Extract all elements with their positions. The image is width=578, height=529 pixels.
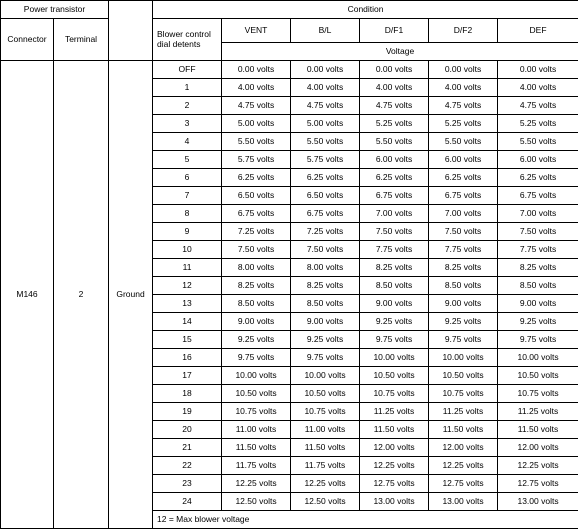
voltage-cell: 10.75 volts xyxy=(360,385,429,403)
voltage-cell: 12.25 volts xyxy=(498,457,578,475)
detent-cell: 15 xyxy=(153,331,222,349)
mode-header-bl: B/L xyxy=(291,19,360,43)
voltage-cell: 9.00 volts xyxy=(222,313,291,331)
voltage-cell: 5.50 volts xyxy=(291,133,360,151)
detent-cell: 23 xyxy=(153,475,222,493)
detent-cell: 22 xyxy=(153,457,222,475)
detent-cell: 2 xyxy=(153,97,222,115)
voltage-cell: 10.50 volts xyxy=(291,385,360,403)
voltage-cell: 11.75 volts xyxy=(291,457,360,475)
voltage-cell: 4.75 volts xyxy=(498,97,578,115)
voltage-cell: 9.25 volts xyxy=(429,313,498,331)
voltage-cell: 7.75 volts xyxy=(429,241,498,259)
voltage-cell: 5.75 volts xyxy=(222,151,291,169)
voltage-cell: 6.75 volts xyxy=(360,187,429,205)
voltage-cell: 7.75 volts xyxy=(360,241,429,259)
voltage-cell: 5.50 volts xyxy=(498,133,578,151)
voltage-cell: 7.00 volts xyxy=(429,205,498,223)
voltage-cell: 8.50 volts xyxy=(360,277,429,295)
voltage-cell: 11.75 volts xyxy=(222,457,291,475)
voltage-cell: 9.00 volts xyxy=(498,295,578,313)
mode-header-vent: VENT xyxy=(222,19,291,43)
detent-cell: 20 xyxy=(153,421,222,439)
voltage-cell: 4.00 volts xyxy=(360,79,429,97)
connector-cell: M146 xyxy=(1,61,54,529)
voltage-cell: 11.25 volts xyxy=(429,403,498,421)
voltage-cell: 10.75 volts xyxy=(498,385,578,403)
voltage-cell: 5.75 volts xyxy=(291,151,360,169)
voltage-cell: 8.25 volts xyxy=(498,259,578,277)
voltage-cell: 5.50 volts xyxy=(222,133,291,151)
power-transistor-header: Power transistor xyxy=(1,1,109,19)
voltage-cell: 8.00 volts xyxy=(291,259,360,277)
detent-cell: 17 xyxy=(153,367,222,385)
voltage-cell: 8.50 volts xyxy=(222,295,291,313)
voltage-cell: 11.25 volts xyxy=(360,403,429,421)
voltage-cell: 0.00 volts xyxy=(291,61,360,79)
voltage-cell: 5.00 volts xyxy=(291,115,360,133)
voltage-cell: 6.25 volts xyxy=(291,169,360,187)
voltage-cell: 10.75 volts xyxy=(222,403,291,421)
voltage-cell: 8.25 volts xyxy=(222,277,291,295)
voltage-cell: 6.75 volts xyxy=(222,205,291,223)
voltage-cell: 10.75 volts xyxy=(291,403,360,421)
voltage-cell: 4.00 volts xyxy=(291,79,360,97)
voltage-cell: 4.75 volts xyxy=(360,97,429,115)
detent-cell: 10 xyxy=(153,241,222,259)
detent-cell: 14 xyxy=(153,313,222,331)
condition-header: Condition xyxy=(153,1,578,19)
voltage-cell: 7.75 volts xyxy=(498,241,578,259)
voltage-cell: 0.00 volts xyxy=(498,61,578,79)
voltage-cell: 10.50 volts xyxy=(429,367,498,385)
voltage-cell: 13.00 volts xyxy=(498,493,578,511)
voltage-cell: 12.25 volts xyxy=(360,457,429,475)
voltage-cell: 12.25 volts xyxy=(222,475,291,493)
voltage-cell: 7.00 volts xyxy=(360,205,429,223)
voltage-cell: 8.50 volts xyxy=(498,277,578,295)
voltage-cell: 9.25 volts xyxy=(360,313,429,331)
voltage-cell: 12.25 volts xyxy=(291,475,360,493)
voltage-cell: 6.25 volts xyxy=(222,169,291,187)
voltage-cell: 4.00 volts xyxy=(222,79,291,97)
voltage-cell: 6.00 volts xyxy=(360,151,429,169)
voltage-cell: 4.00 volts xyxy=(498,79,578,97)
voltage-cell: 6.75 volts xyxy=(291,205,360,223)
detent-cell: 12 xyxy=(153,277,222,295)
voltage-cell: 9.00 volts xyxy=(291,313,360,331)
voltage-cell: 12.75 volts xyxy=(429,475,498,493)
detent-cell: 16 xyxy=(153,349,222,367)
detent-cell: 8 xyxy=(153,205,222,223)
voltage-cell: 8.25 volts xyxy=(360,259,429,277)
voltage-cell: 9.75 volts xyxy=(291,349,360,367)
voltage-cell: 5.25 volts xyxy=(360,115,429,133)
voltage-cell: 11.50 volts xyxy=(360,421,429,439)
voltage-cell: 0.00 volts xyxy=(360,61,429,79)
blank-header-cell xyxy=(109,1,153,61)
blower-detents-header: Blower control dial detents xyxy=(153,19,222,61)
voltage-cell: 6.25 volts xyxy=(360,169,429,187)
voltage-cell: 9.75 volts xyxy=(429,331,498,349)
voltage-header: Voltage xyxy=(222,43,578,61)
voltage-cell: 8.25 volts xyxy=(429,259,498,277)
voltage-cell: 7.25 volts xyxy=(291,223,360,241)
voltage-cell: 10.00 volts xyxy=(429,349,498,367)
voltage-cell: 7.00 volts xyxy=(498,205,578,223)
detent-cell: 4 xyxy=(153,133,222,151)
detent-cell: OFF xyxy=(153,61,222,79)
voltage-cell: 9.00 volts xyxy=(429,295,498,313)
voltage-cell: 13.00 volts xyxy=(429,493,498,511)
voltage-cell: 10.00 volts xyxy=(222,367,291,385)
voltage-cell: 10.00 volts xyxy=(498,349,578,367)
voltage-cell: 5.25 volts xyxy=(498,115,578,133)
voltage-cell: 6.75 volts xyxy=(429,187,498,205)
voltage-cell: 10.50 volts xyxy=(360,367,429,385)
detent-cell: 6 xyxy=(153,169,222,187)
voltage-cell: 8.50 volts xyxy=(429,277,498,295)
voltage-cell: 0.00 volts xyxy=(429,61,498,79)
footnote: 12 = Max blower voltage xyxy=(153,511,578,529)
detent-cell: 11 xyxy=(153,259,222,277)
detent-cell: 5 xyxy=(153,151,222,169)
voltage-cell: 11.00 volts xyxy=(222,421,291,439)
voltage-cell: 6.50 volts xyxy=(291,187,360,205)
voltage-cell: 9.00 volts xyxy=(360,295,429,313)
voltage-cell: 7.50 volts xyxy=(360,223,429,241)
mode-header-df2: D/F2 xyxy=(429,19,498,43)
voltage-cell: 9.75 volts xyxy=(222,349,291,367)
voltage-cell: 4.00 volts xyxy=(429,79,498,97)
voltage-cell: 10.00 volts xyxy=(291,367,360,385)
connector-header: Connector xyxy=(1,19,54,61)
voltage-cell: 9.75 volts xyxy=(498,331,578,349)
voltage-cell: 11.50 volts xyxy=(498,421,578,439)
voltage-cell: 12.25 volts xyxy=(429,457,498,475)
voltage-cell: 9.25 volts xyxy=(291,331,360,349)
terminal-cell: 2 xyxy=(54,61,109,529)
voltage-cell: 11.50 volts xyxy=(222,439,291,457)
detent-cell: 21 xyxy=(153,439,222,457)
voltage-cell: 12.50 volts xyxy=(222,493,291,511)
detent-cell: 3 xyxy=(153,115,222,133)
detent-cell: 7 xyxy=(153,187,222,205)
voltage-cell: 9.75 volts xyxy=(360,331,429,349)
detent-cell: 9 xyxy=(153,223,222,241)
voltage-cell: 0.00 volts xyxy=(222,61,291,79)
detent-cell: 13 xyxy=(153,295,222,313)
voltage-cell: 11.00 volts xyxy=(291,421,360,439)
voltage-cell: 12.50 volts xyxy=(291,493,360,511)
voltage-cell: 12.75 volts xyxy=(498,475,578,493)
voltage-cell: 4.75 volts xyxy=(429,97,498,115)
terminal-header: Terminal xyxy=(54,19,109,61)
voltage-cell: 7.50 volts xyxy=(498,223,578,241)
voltage-cell: 11.50 volts xyxy=(291,439,360,457)
voltage-cell: 8.50 volts xyxy=(291,295,360,313)
voltage-cell: 13.00 volts xyxy=(360,493,429,511)
voltage-cell: 8.25 volts xyxy=(291,277,360,295)
voltage-cell: 8.00 volts xyxy=(222,259,291,277)
voltage-cell: 11.50 volts xyxy=(429,421,498,439)
voltage-cell: 12.00 volts xyxy=(498,439,578,457)
mode-header-df1: D/F1 xyxy=(360,19,429,43)
voltage-cell: 6.75 volts xyxy=(498,187,578,205)
voltage-cell: 6.25 volts xyxy=(498,169,578,187)
table-body xyxy=(1,1,578,529)
voltage-cell: 6.00 volts xyxy=(498,151,578,169)
voltage-cell: 12.00 volts xyxy=(429,439,498,457)
voltage-cell: 11.25 volts xyxy=(498,403,578,421)
voltage-cell: 10.00 volts xyxy=(360,349,429,367)
table-row xyxy=(1,61,578,79)
voltage-cell: 5.50 volts xyxy=(429,133,498,151)
voltage-cell: 9.25 volts xyxy=(222,331,291,349)
voltage-cell: 7.50 volts xyxy=(291,241,360,259)
voltage-cell: 10.50 volts xyxy=(222,385,291,403)
voltage-cell: 7.25 volts xyxy=(222,223,291,241)
mode-header-def: DEF xyxy=(498,19,578,43)
voltage-cell: 9.25 volts xyxy=(498,313,578,331)
ground-cell: Ground xyxy=(109,61,153,529)
voltage-cell: 6.50 volts xyxy=(222,187,291,205)
detent-cell: 1 xyxy=(153,79,222,97)
voltage-cell: 10.75 volts xyxy=(429,385,498,403)
voltage-cell: 12.00 volts xyxy=(360,439,429,457)
detent-cell: 24 xyxy=(153,493,222,511)
voltage-cell: 6.00 volts xyxy=(429,151,498,169)
detent-cell: 18 xyxy=(153,385,222,403)
voltage-cell: 12.75 volts xyxy=(360,475,429,493)
voltage-cell: 10.50 volts xyxy=(498,367,578,385)
voltage-cell: 7.50 volts xyxy=(429,223,498,241)
detent-cell: 19 xyxy=(153,403,222,421)
voltage-cell: 7.50 volts xyxy=(222,241,291,259)
voltage-cell: 5.50 volts xyxy=(360,133,429,151)
voltage-cell: 4.75 volts xyxy=(291,97,360,115)
voltage-cell: 5.25 volts xyxy=(429,115,498,133)
voltage-cell: 5.00 volts xyxy=(222,115,291,133)
voltage-cell: 4.75 volts xyxy=(222,97,291,115)
voltage-cell: 6.25 volts xyxy=(429,169,498,187)
